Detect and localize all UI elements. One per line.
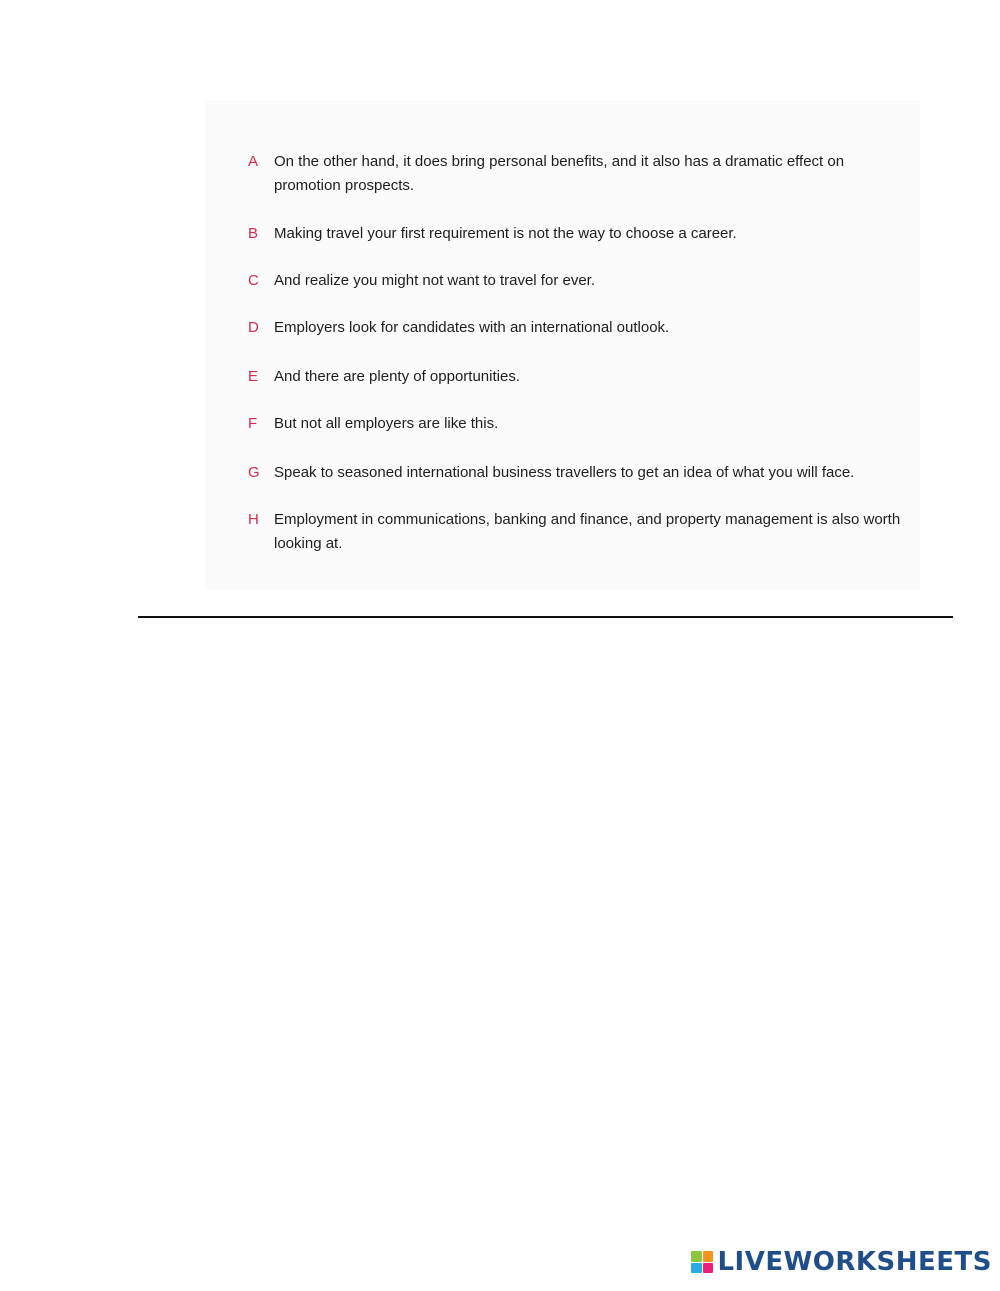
option-a — [248, 150, 908, 198]
logo-square-3 — [691, 1263, 702, 1274]
option-text: Employers look for candidates with an international outlook. — [274, 319, 670, 336]
option-text: Making travel your first requirement is not the way to choose a career. — [274, 225, 737, 242]
option-letter: A — [248, 153, 259, 170]
liveworksheets-logo-icon — [691, 1251, 713, 1273]
option-d — [248, 316, 908, 340]
option-letter: D — [248, 319, 259, 336]
logo-square-4 — [703, 1263, 714, 1274]
option-text: But not all employers are like this. — [274, 415, 499, 432]
logo-square-2 — [703, 1251, 714, 1262]
option-c — [248, 269, 908, 293]
option-f — [248, 412, 908, 436]
option-text: And realize you might not want to travel for ever. — [274, 272, 595, 289]
option-letter: F — [248, 415, 258, 432]
option-text: Employment in communications, banking and finance, and property management is also worth looking at. — [274, 511, 901, 552]
option-letter: H — [248, 511, 259, 528]
option-letter: B — [248, 225, 259, 242]
option-text: On the other hand, it does bring personal benefits, and it also has a dramatic effect on promotion prospects. — [274, 153, 845, 194]
option-h — [248, 508, 908, 556]
option-e — [248, 365, 908, 389]
option-letter: E — [248, 368, 259, 385]
option-text: And there are plenty of opportunities. — [274, 368, 520, 385]
option-b — [248, 222, 908, 246]
brand-name: LIVEWORKSHEETS — [717, 1247, 992, 1277]
liveworksheets-brand[interactable] — [691, 1247, 992, 1277]
option-g — [248, 461, 908, 485]
logo-square-1 — [691, 1251, 702, 1262]
option-letter: C — [248, 272, 259, 289]
horizontal-divider — [138, 616, 953, 618]
option-text: Speak to seasoned international business travellers to get an idea of what you will face. — [274, 464, 855, 481]
option-letter: G — [248, 464, 260, 481]
